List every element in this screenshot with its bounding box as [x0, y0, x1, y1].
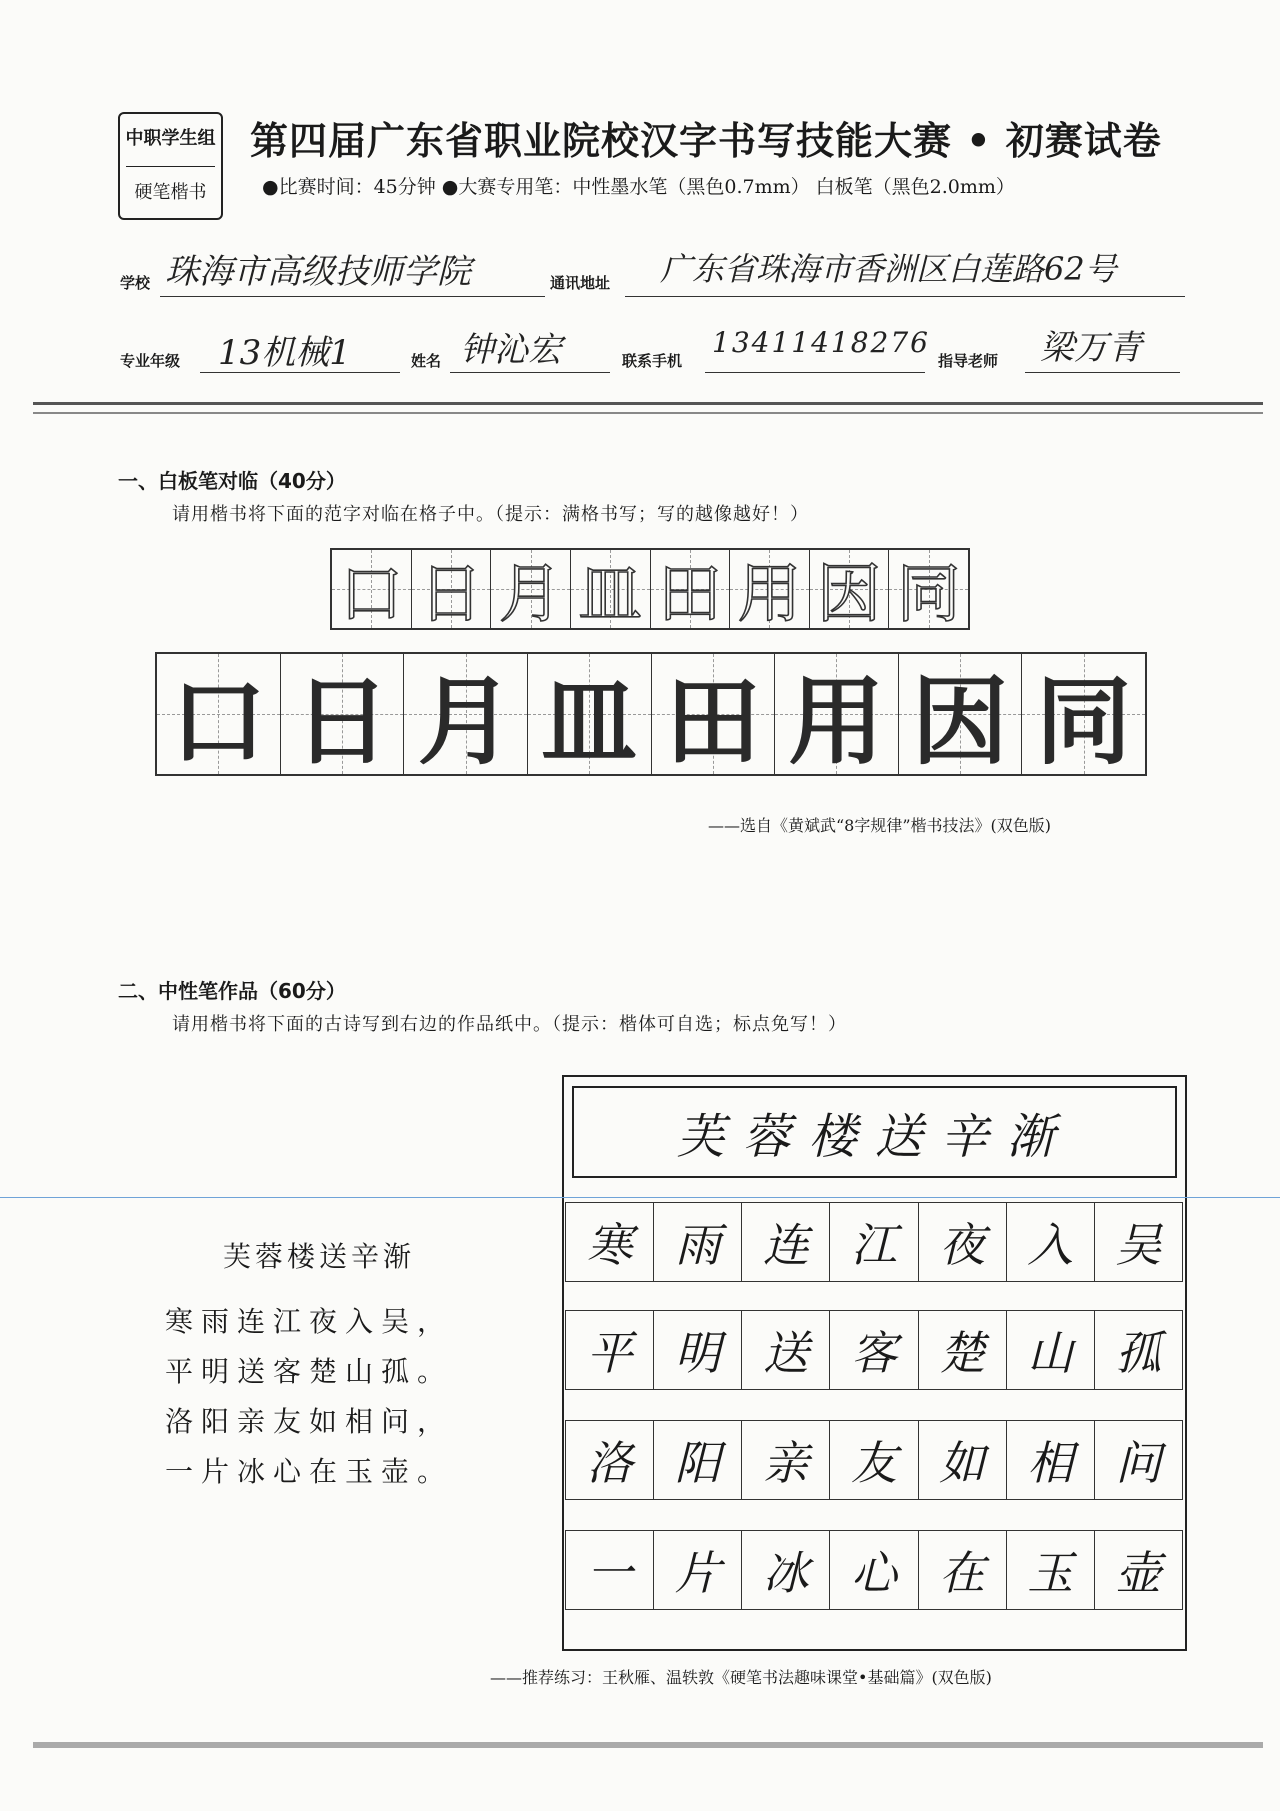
practice-char-cell[interactable]: 月	[404, 654, 528, 774]
work-paper-cell[interactable]: 如	[919, 1421, 1007, 1499]
section1-heading: 一、白板笔对临（40分）	[118, 469, 346, 493]
badge-group-label: 中职学生组	[125, 128, 216, 149]
model-char-cell: 日	[412, 550, 492, 628]
scan-guide-line	[0, 1197, 1280, 1198]
work-paper-cell[interactable]: 山	[1007, 1311, 1095, 1389]
name-value[interactable]: 钟沁宏	[460, 330, 562, 370]
address-value[interactable]: 广东省珠海市香洲区白莲路62号	[660, 250, 1117, 288]
model-char-cell: 同	[889, 550, 968, 628]
name-underline	[450, 372, 610, 373]
work-paper-cell[interactable]: 冰	[742, 1531, 830, 1609]
address-underline	[625, 296, 1185, 297]
practice-char-cell[interactable]: 日	[281, 654, 405, 774]
work-paper-cell[interactable]: 亲	[742, 1421, 830, 1499]
model-char-cell: 因	[810, 550, 890, 628]
teacher-value[interactable]: 梁万青	[1040, 328, 1142, 368]
footer-divider	[33, 1742, 1263, 1748]
phone-value[interactable]: 13411418276	[712, 326, 930, 359]
model-poem-title: 芙蓉楼送辛渐	[223, 1240, 416, 1273]
model-poem	[165, 1235, 453, 1497]
section2-instruction: 请用楷书将下面的古诗写到右边的作品纸中。（提示：楷体可自选；标点免写！）	[172, 1014, 847, 1035]
section2-heading: 二、中性笔作品（60分）	[118, 979, 346, 1003]
work-paper-cell[interactable]: 寒	[565, 1203, 654, 1281]
practice-char-cell[interactable]: 口	[157, 654, 281, 774]
work-paper-cell[interactable]: 入	[1007, 1203, 1095, 1281]
teacher-underline	[1025, 372, 1180, 373]
school-value[interactable]: 珠海市高级技师学院	[165, 252, 471, 292]
work-paper-cell[interactable]: 壶	[1095, 1531, 1183, 1609]
work-paper-cell[interactable]: 连	[742, 1203, 830, 1281]
major-label: 专业年级	[120, 352, 181, 370]
work-paper-row[interactable]	[565, 1310, 1183, 1390]
model-poem-line: 洛阳亲友如相问，	[165, 1405, 454, 1438]
work-paper-cell[interactable]: 问	[1095, 1421, 1183, 1499]
major-underline	[200, 372, 400, 373]
work-paper-cell[interactable]: 吴	[1095, 1203, 1183, 1281]
work-paper-cell[interactable]: 相	[1007, 1421, 1095, 1499]
work-paper-cell[interactable]: 明	[654, 1311, 742, 1389]
model-char-cell: 皿	[571, 550, 651, 628]
work-paper-cell[interactable]: 夜	[919, 1203, 1007, 1281]
exam-title: 第四届广东省职业院校汉字书写技能大赛 • 初赛试卷	[250, 119, 1162, 163]
work-paper-title[interactable]: 芙蓉楼送辛渐	[572, 1086, 1177, 1178]
work-paper-cell[interactable]: 一	[565, 1531, 654, 1609]
work-paper-cell[interactable]: 江	[830, 1203, 918, 1281]
section1-instruction: 请用楷书将下面的范字对临在格子中。（提示：满格书写；写的越像越好！）	[172, 504, 809, 525]
work-paper-cell[interactable]: 平	[565, 1311, 654, 1389]
work-paper-row[interactable]	[565, 1530, 1183, 1610]
header-divider-thin	[33, 412, 1263, 414]
school-label: 学校	[120, 274, 151, 292]
work-paper-cell[interactable]: 雨	[654, 1203, 742, 1281]
practice-char-cell[interactable]: 因	[899, 654, 1023, 774]
work-paper-row[interactable]	[565, 1202, 1183, 1282]
name-label: 姓名	[411, 352, 442, 370]
work-paper-cell[interactable]: 送	[742, 1311, 830, 1389]
section1-credit: ——选自《黄斌武“8字规律”楷书技法》(双色版)	[708, 816, 1052, 835]
practice-char-cell[interactable]: 皿	[528, 654, 652, 774]
header-divider	[33, 402, 1263, 405]
school-underline	[160, 296, 545, 297]
model-poem-line: 平明送客楚山孤。	[165, 1355, 454, 1388]
badge-category-label: 硬笔楷书	[134, 182, 207, 203]
model-char-cell: 月	[491, 550, 571, 628]
model-char-cell: 用	[730, 550, 810, 628]
work-paper-cell[interactable]: 楚	[919, 1311, 1007, 1389]
model-char-cell: 口	[332, 550, 412, 628]
practice-chars-grid[interactable]	[155, 652, 1147, 776]
work-paper-cell[interactable]: 在	[919, 1531, 1007, 1609]
work-paper-cell[interactable]: 心	[830, 1531, 918, 1609]
practice-char-cell[interactable]: 用	[775, 654, 899, 774]
badge-divider	[126, 166, 215, 167]
model-chars-grid	[330, 548, 970, 630]
model-poem-line: 寒雨连江夜入吴，	[165, 1305, 454, 1338]
exam-subtitle: ●比赛时间：45分钟 ●大赛专用笔：中性墨水笔（黑色0.7mm） 白板笔（黑色2.0mm）	[262, 176, 1015, 198]
group-badge	[118, 112, 223, 220]
work-paper-cell[interactable]: 孤	[1095, 1311, 1183, 1389]
work-paper-cell[interactable]: 阳	[654, 1421, 742, 1499]
work-paper-cell[interactable]: 洛	[565, 1421, 654, 1499]
model-poem-line: 一片冰心在玉壶。	[165, 1455, 454, 1488]
practice-char-cell[interactable]: 田	[652, 654, 776, 774]
practice-char-cell[interactable]: 同	[1022, 654, 1145, 774]
teacher-label: 指导老师	[938, 352, 999, 370]
work-paper-cell[interactable]: 片	[654, 1531, 742, 1609]
work-paper-cell[interactable]: 玉	[1007, 1531, 1095, 1609]
model-char-cell: 田	[651, 550, 731, 628]
work-paper-cell[interactable]: 客	[830, 1311, 918, 1389]
phone-underline	[705, 372, 925, 373]
major-value[interactable]: 13机械1	[218, 333, 351, 373]
work-paper-row[interactable]	[565, 1420, 1183, 1500]
section2-credit: ——推荐练习：王秋雁、温轶敦《硬笔书法趣味课堂•基础篇》(双色版)	[490, 1668, 992, 1687]
phone-label: 联系手机	[622, 352, 683, 370]
work-paper-cell[interactable]: 友	[830, 1421, 918, 1499]
address-label: 通讯地址	[550, 274, 611, 292]
